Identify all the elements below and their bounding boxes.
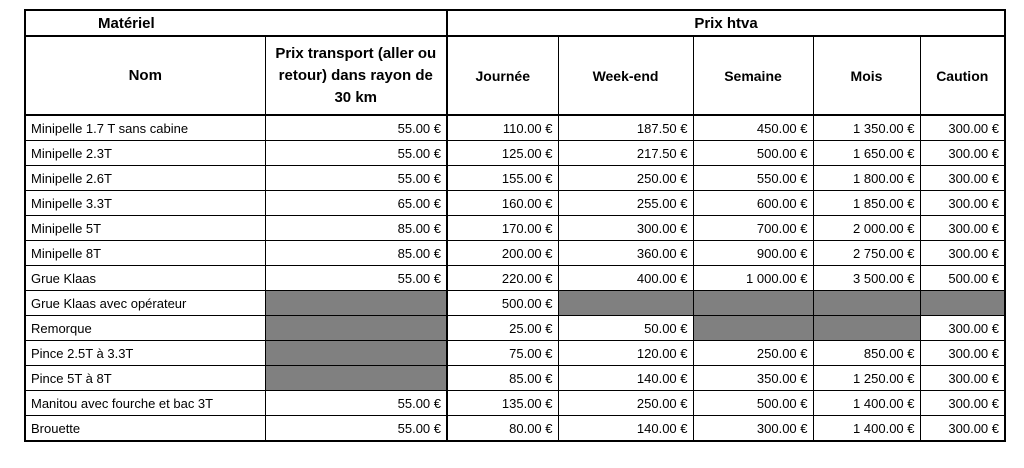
cell-transport: 85.00 € xyxy=(265,241,447,266)
cell-nom: Minipelle 2.6T xyxy=(25,166,265,191)
cell-weekend: 187.50 € xyxy=(558,115,693,141)
cell-caution-empty xyxy=(920,291,1005,316)
cell-nom: Grue Klaas avec opérateur xyxy=(25,291,265,316)
cell-caution: 500.00 € xyxy=(920,266,1005,291)
table-row xyxy=(25,241,1005,266)
cell-semaine: 1 000.00 € xyxy=(693,266,813,291)
cell-weekend: 360.00 € xyxy=(558,241,693,266)
cell-transport: 55.00 € xyxy=(265,166,447,191)
cell-weekend: 300.00 € xyxy=(558,216,693,241)
table-row xyxy=(25,166,1005,191)
cell-mois: 1 650.00 € xyxy=(813,141,920,166)
table-row xyxy=(25,191,1005,216)
column-header-semaine: Semaine xyxy=(693,36,813,115)
cell-mois: 1 850.00 € xyxy=(813,191,920,216)
cell-semaine: 900.00 € xyxy=(693,241,813,266)
cell-journee: 75.00 € xyxy=(447,341,558,366)
cell-nom: Pince 5T à 8T xyxy=(25,366,265,391)
cell-semaine: 300.00 € xyxy=(693,416,813,442)
cell-mois: 1 350.00 € xyxy=(813,115,920,141)
column-header-journee: Journée xyxy=(447,36,558,115)
cell-nom: Pince 2.5T à 3.3T xyxy=(25,341,265,366)
cell-nom: Minipelle 5T xyxy=(25,216,265,241)
cell-mois: 2 000.00 € xyxy=(813,216,920,241)
cell-weekend-empty xyxy=(558,291,693,316)
cell-caution: 300.00 € xyxy=(920,316,1005,341)
cell-weekend: 217.50 € xyxy=(558,141,693,166)
cell-semaine: 500.00 € xyxy=(693,391,813,416)
cell-mois-empty xyxy=(813,316,920,341)
table-body xyxy=(25,115,1005,441)
cell-mois: 1 400.00 € xyxy=(813,416,920,442)
column-header-mois: Mois xyxy=(813,36,920,115)
cell-journee: 170.00 € xyxy=(447,216,558,241)
cell-nom: Brouette xyxy=(25,416,265,442)
table-row xyxy=(25,216,1005,241)
cell-caution: 300.00 € xyxy=(920,191,1005,216)
cell-caution: 300.00 € xyxy=(920,366,1005,391)
cell-weekend: 140.00 € xyxy=(558,416,693,442)
cell-caution: 300.00 € xyxy=(920,416,1005,442)
table-row xyxy=(25,291,1005,316)
table-row xyxy=(25,416,1005,442)
cell-transport-empty xyxy=(265,316,447,341)
cell-journee: 25.00 € xyxy=(447,316,558,341)
cell-transport-empty xyxy=(265,341,447,366)
cell-nom: Minipelle 2.3T xyxy=(25,141,265,166)
cell-caution: 300.00 € xyxy=(920,341,1005,366)
cell-mois-empty xyxy=(813,291,920,316)
cell-caution: 300.00 € xyxy=(920,115,1005,141)
header-group-row xyxy=(25,10,1005,36)
column-header-nom: Nom xyxy=(25,36,265,115)
cell-journee: 500.00 € xyxy=(447,291,558,316)
cell-transport: 65.00 € xyxy=(265,191,447,216)
cell-transport: 55.00 € xyxy=(265,416,447,442)
cell-journee: 135.00 € xyxy=(447,391,558,416)
cell-semaine: 550.00 € xyxy=(693,166,813,191)
cell-mois: 850.00 € xyxy=(813,341,920,366)
table-row xyxy=(25,115,1005,141)
cell-semaine: 450.00 € xyxy=(693,115,813,141)
cell-transport-empty xyxy=(265,366,447,391)
cell-nom: Remorque xyxy=(25,316,265,341)
cell-caution: 300.00 € xyxy=(920,141,1005,166)
table-row xyxy=(25,341,1005,366)
cell-weekend: 250.00 € xyxy=(558,166,693,191)
cell-semaine: 500.00 € xyxy=(693,141,813,166)
table-row xyxy=(25,366,1005,391)
cell-journee: 125.00 € xyxy=(447,141,558,166)
cell-mois: 3 500.00 € xyxy=(813,266,920,291)
cell-weekend: 250.00 € xyxy=(558,391,693,416)
cell-journee: 220.00 € xyxy=(447,266,558,291)
cell-journee: 155.00 € xyxy=(447,166,558,191)
cell-transport: 55.00 € xyxy=(265,141,447,166)
column-header-transport: Prix transport (aller ou retour) dans rayon de 30 km xyxy=(265,36,447,115)
cell-weekend: 120.00 € xyxy=(558,341,693,366)
cell-semaine: 600.00 € xyxy=(693,191,813,216)
cell-journee: 200.00 € xyxy=(447,241,558,266)
cell-transport: 85.00 € xyxy=(265,216,447,241)
cell-mois: 2 750.00 € xyxy=(813,241,920,266)
cell-journee: 80.00 € xyxy=(447,416,558,442)
price-table xyxy=(24,9,1006,442)
cell-nom: Manitou avec fourche et bac 3T xyxy=(25,391,265,416)
cell-transport-empty xyxy=(265,291,447,316)
column-header-caution: Caution xyxy=(920,36,1005,115)
cell-semaine-empty xyxy=(693,316,813,341)
cell-weekend: 140.00 € xyxy=(558,366,693,391)
cell-weekend: 255.00 € xyxy=(558,191,693,216)
cell-mois: 1 400.00 € xyxy=(813,391,920,416)
cell-transport: 55.00 € xyxy=(265,391,447,416)
cell-nom: Minipelle 3.3T xyxy=(25,191,265,216)
cell-semaine-empty xyxy=(693,291,813,316)
cell-journee: 110.00 € xyxy=(447,115,558,141)
cell-caution: 300.00 € xyxy=(920,216,1005,241)
table-row xyxy=(25,141,1005,166)
cell-journee: 85.00 € xyxy=(447,366,558,391)
cell-nom: Grue Klaas xyxy=(25,266,265,291)
cell-nom: Minipelle 1.7 T sans cabine xyxy=(25,115,265,141)
cell-mois: 1 250.00 € xyxy=(813,366,920,391)
cell-journee: 160.00 € xyxy=(447,191,558,216)
cell-mois: 1 800.00 € xyxy=(813,166,920,191)
cell-semaine: 700.00 € xyxy=(693,216,813,241)
cell-weekend: 400.00 € xyxy=(558,266,693,291)
cell-semaine: 350.00 € xyxy=(693,366,813,391)
cell-weekend: 50.00 € xyxy=(558,316,693,341)
group-header-materiel: Matériel xyxy=(25,10,447,36)
price-table-container xyxy=(24,9,1006,442)
cell-caution: 300.00 € xyxy=(920,241,1005,266)
table-row xyxy=(25,391,1005,416)
cell-nom: Minipelle 8T xyxy=(25,241,265,266)
cell-caution: 300.00 € xyxy=(920,391,1005,416)
cell-semaine: 250.00 € xyxy=(693,341,813,366)
table-row xyxy=(25,266,1005,291)
group-header-prix-htva: Prix htva xyxy=(447,10,1005,36)
column-header-weekend: Week-end xyxy=(558,36,693,115)
table-row xyxy=(25,316,1005,341)
header-columns-row xyxy=(25,36,1005,115)
cell-caution: 300.00 € xyxy=(920,166,1005,191)
cell-transport: 55.00 € xyxy=(265,266,447,291)
cell-transport: 55.00 € xyxy=(265,115,447,141)
